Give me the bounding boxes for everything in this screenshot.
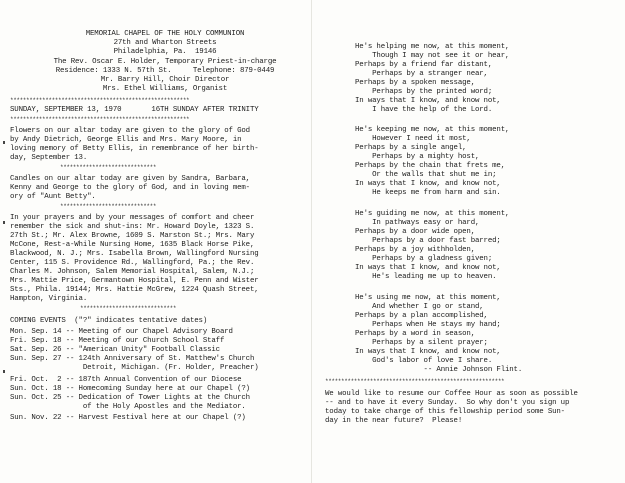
prayers-line: Sts., Phila. 19144; Mrs. Hattie McGrew, 1224 Quash Street, <box>10 286 259 294</box>
prayers-line: Mrs. Mattie Price, Germantown Hospital, E. Penn and Wister <box>10 277 259 285</box>
coffee-line: We would like to resume our Coffee Hour as soon as possible <box>325 390 578 398</box>
star-divider-short: ****************************** <box>60 164 157 171</box>
flowers-line: day, September 13. <box>10 154 88 162</box>
poem-line: Perhaps by a plan accomplished, <box>355 312 488 320</box>
poem-line: He keeps me from harm and sin. <box>355 189 501 197</box>
coffee-line: day in the near future? Please! <box>325 417 463 425</box>
poem-line: He's keeping me now, at this moment, <box>355 126 510 134</box>
coffee-line: today to take charge of this fellowship period some Sun- <box>325 408 565 416</box>
poem-line: Perhaps by a friend far distant, <box>355 61 493 69</box>
poem-line: Perhaps by a stranger near, <box>355 70 488 78</box>
event-item: Sun. Nov. 22 -- Harvest Festival here at our Chapel (?) <box>10 414 246 422</box>
margin-mark <box>3 221 5 224</box>
event-item: Sun. Oct. 25 -- Dedication of Tower Lights at the Church <box>10 394 250 402</box>
star-divider: ******************************************************** <box>10 97 190 104</box>
event-item: Fri. Oct. 2 -- 187th Annual Convention of our Diocese <box>10 376 242 384</box>
prayers-line: Charles M. Johnson, Salem Memorial Hospital, Salem, N.J.; <box>10 268 255 276</box>
poem-line: In pathways easy or hard, <box>355 219 480 227</box>
poem-line: Perhaps by a door wide open, <box>355 228 475 236</box>
poem-line: In ways that I know, and know not, <box>355 97 501 105</box>
event-item: Fri. Sep. 18 -- Meeting of our Church School Staff <box>10 337 225 345</box>
residence-line: Residence: 1333 N. 57th St. Telephone: 879-0449 <box>55 67 275 75</box>
organist: Mrs. Ethel Williams, Organist <box>102 85 228 93</box>
prayers-line: Hampton, Virginia. <box>10 295 88 303</box>
poem-line: In ways that I know, and know not, <box>355 348 501 356</box>
poem-line: He's guiding me now, at this moment, <box>355 210 510 218</box>
poem-line: Perhaps by a silent prayer; <box>355 339 488 347</box>
star-divider: ******************************************************** <box>10 116 190 123</box>
poem-line: And whether I go or stand, <box>355 303 484 311</box>
event-item: Sun. Oct. 18 -- Homecoming Sunday here at our Chapel (?) <box>10 385 250 393</box>
candles-line: Candles on our altar today are given by Sandra, Barbara, <box>10 175 250 183</box>
page-fold <box>311 0 312 483</box>
event-item: Sun. Sep. 27 -- 124th Anniversary of St. Matthew's Church <box>10 355 255 363</box>
prayers-line: In your prayers and by your messages of comfort and cheer <box>10 214 255 222</box>
chapel-address: 27th and Wharton Streets <box>113 39 217 47</box>
margin-mark <box>3 141 5 144</box>
prayers-line: Center, 115 S. Providence Rd., Wallingford, Pa.; the Rev. <box>10 259 255 267</box>
poem-line: Perhaps by a word in season, <box>355 330 475 338</box>
sunday-date-line: SUNDAY, SEPTEMBER 13, 1970 16TH SUNDAY AFTER TRINITY <box>10 106 259 114</box>
poem-line: Though I may not see it or hear, <box>355 52 510 60</box>
prayers-line: 27th St.; Mr. Alex Browne, 1609 S. Marston St.; Mrs. Mary <box>10 232 255 240</box>
poem-attribution: -- Annie Johnson Flint. <box>355 366 523 374</box>
event-item: Mon. Sep. 14 -- Meeting of our Chapel Advisory Board <box>10 328 233 336</box>
event-item: Sat. Sep. 26 -- "American Unity" Football Classic <box>10 346 220 354</box>
star-divider-short: ****************************** <box>80 305 177 312</box>
coffee-line: -- and to have it every Sunday. So why don't you sign up <box>325 399 570 407</box>
poem-line: He's using me now, at this moment, <box>355 294 501 302</box>
poem-line: God's labor of love I share. <box>355 357 493 365</box>
poem-line: Or the walls that shut me in; <box>355 171 497 179</box>
candles-line: ory of "Aunt Betty". <box>10 193 96 201</box>
poem-line: In ways that I know, and know not, <box>355 264 501 272</box>
poem-line: Perhaps by a joy withholden, <box>355 246 475 254</box>
star-divider: ******************************************************** <box>325 378 505 385</box>
poem-line: He's helping me now, at this moment, <box>355 43 510 51</box>
poem-line: Perhaps by a spoken message, <box>355 79 475 87</box>
chapel-city: Philadelphia, Pa. 19146 <box>113 48 217 56</box>
poem-line: Perhaps by a gladness given; <box>355 255 493 263</box>
events-heading: COMING EVENTS ("?" indicates tentative dates) <box>10 317 208 325</box>
poem-line: I have the help of the Lord. <box>355 106 493 114</box>
chapel-title: MEMORIAL CHAPEL OF THE HOLY COMMUNION <box>85 30 245 38</box>
star-divider-short: ****************************** <box>60 203 157 210</box>
priest-line: The Rev. Oscar E. Holder, Temporary Priest-in-charge <box>53 58 277 66</box>
event-item: of the Holy Apostles and the Mediator. <box>10 403 246 411</box>
poem-line: He's leading me up to heaven. <box>355 273 497 281</box>
candles-line: Kenny and George to the glory of God, and in loving mem- <box>10 184 250 192</box>
flowers-line: by Andy Dietrich, George Ellis and Mrs. Mary Moore, in <box>10 136 242 144</box>
poem-line: In ways that I know, and know not, <box>355 180 501 188</box>
poem-line: However I need it most, <box>355 135 471 143</box>
poem-line: Perhaps by a single angel, <box>355 144 467 152</box>
flowers-line: Flowers on our altar today are given to the glory of God <box>10 127 250 135</box>
poem-line: Perhaps by the chain that frets me, <box>355 162 505 170</box>
event-item: Detroit, Michigan. (Fr. Holder, Preacher) <box>10 364 259 372</box>
poem-line: Perhaps by the printed word; <box>355 88 493 96</box>
flowers-line: loving memory of Betty Ellis, in remembrance of her birth- <box>10 145 259 153</box>
prayers-line: Blackwood, N. J.; Mrs. Isabella Brown, Wallingford Nursing <box>10 250 259 258</box>
margin-mark <box>3 370 5 373</box>
poem-line: Perhaps by a door fast barred; <box>355 237 501 245</box>
choir-director: Mr. Barry Hill, Choir Director <box>100 76 230 84</box>
poem-line: Perhaps by a mighty host, <box>355 153 480 161</box>
prayers-line: remember the sick and shut-ins: Mr. Howard Doyle, 1323 S. <box>10 223 255 231</box>
prayers-line: McCone, Rest-a-While Nursing Home, 1635 Black Horse Pike, <box>10 241 255 249</box>
poem-line: Perhaps when He stays my hand; <box>355 321 501 329</box>
